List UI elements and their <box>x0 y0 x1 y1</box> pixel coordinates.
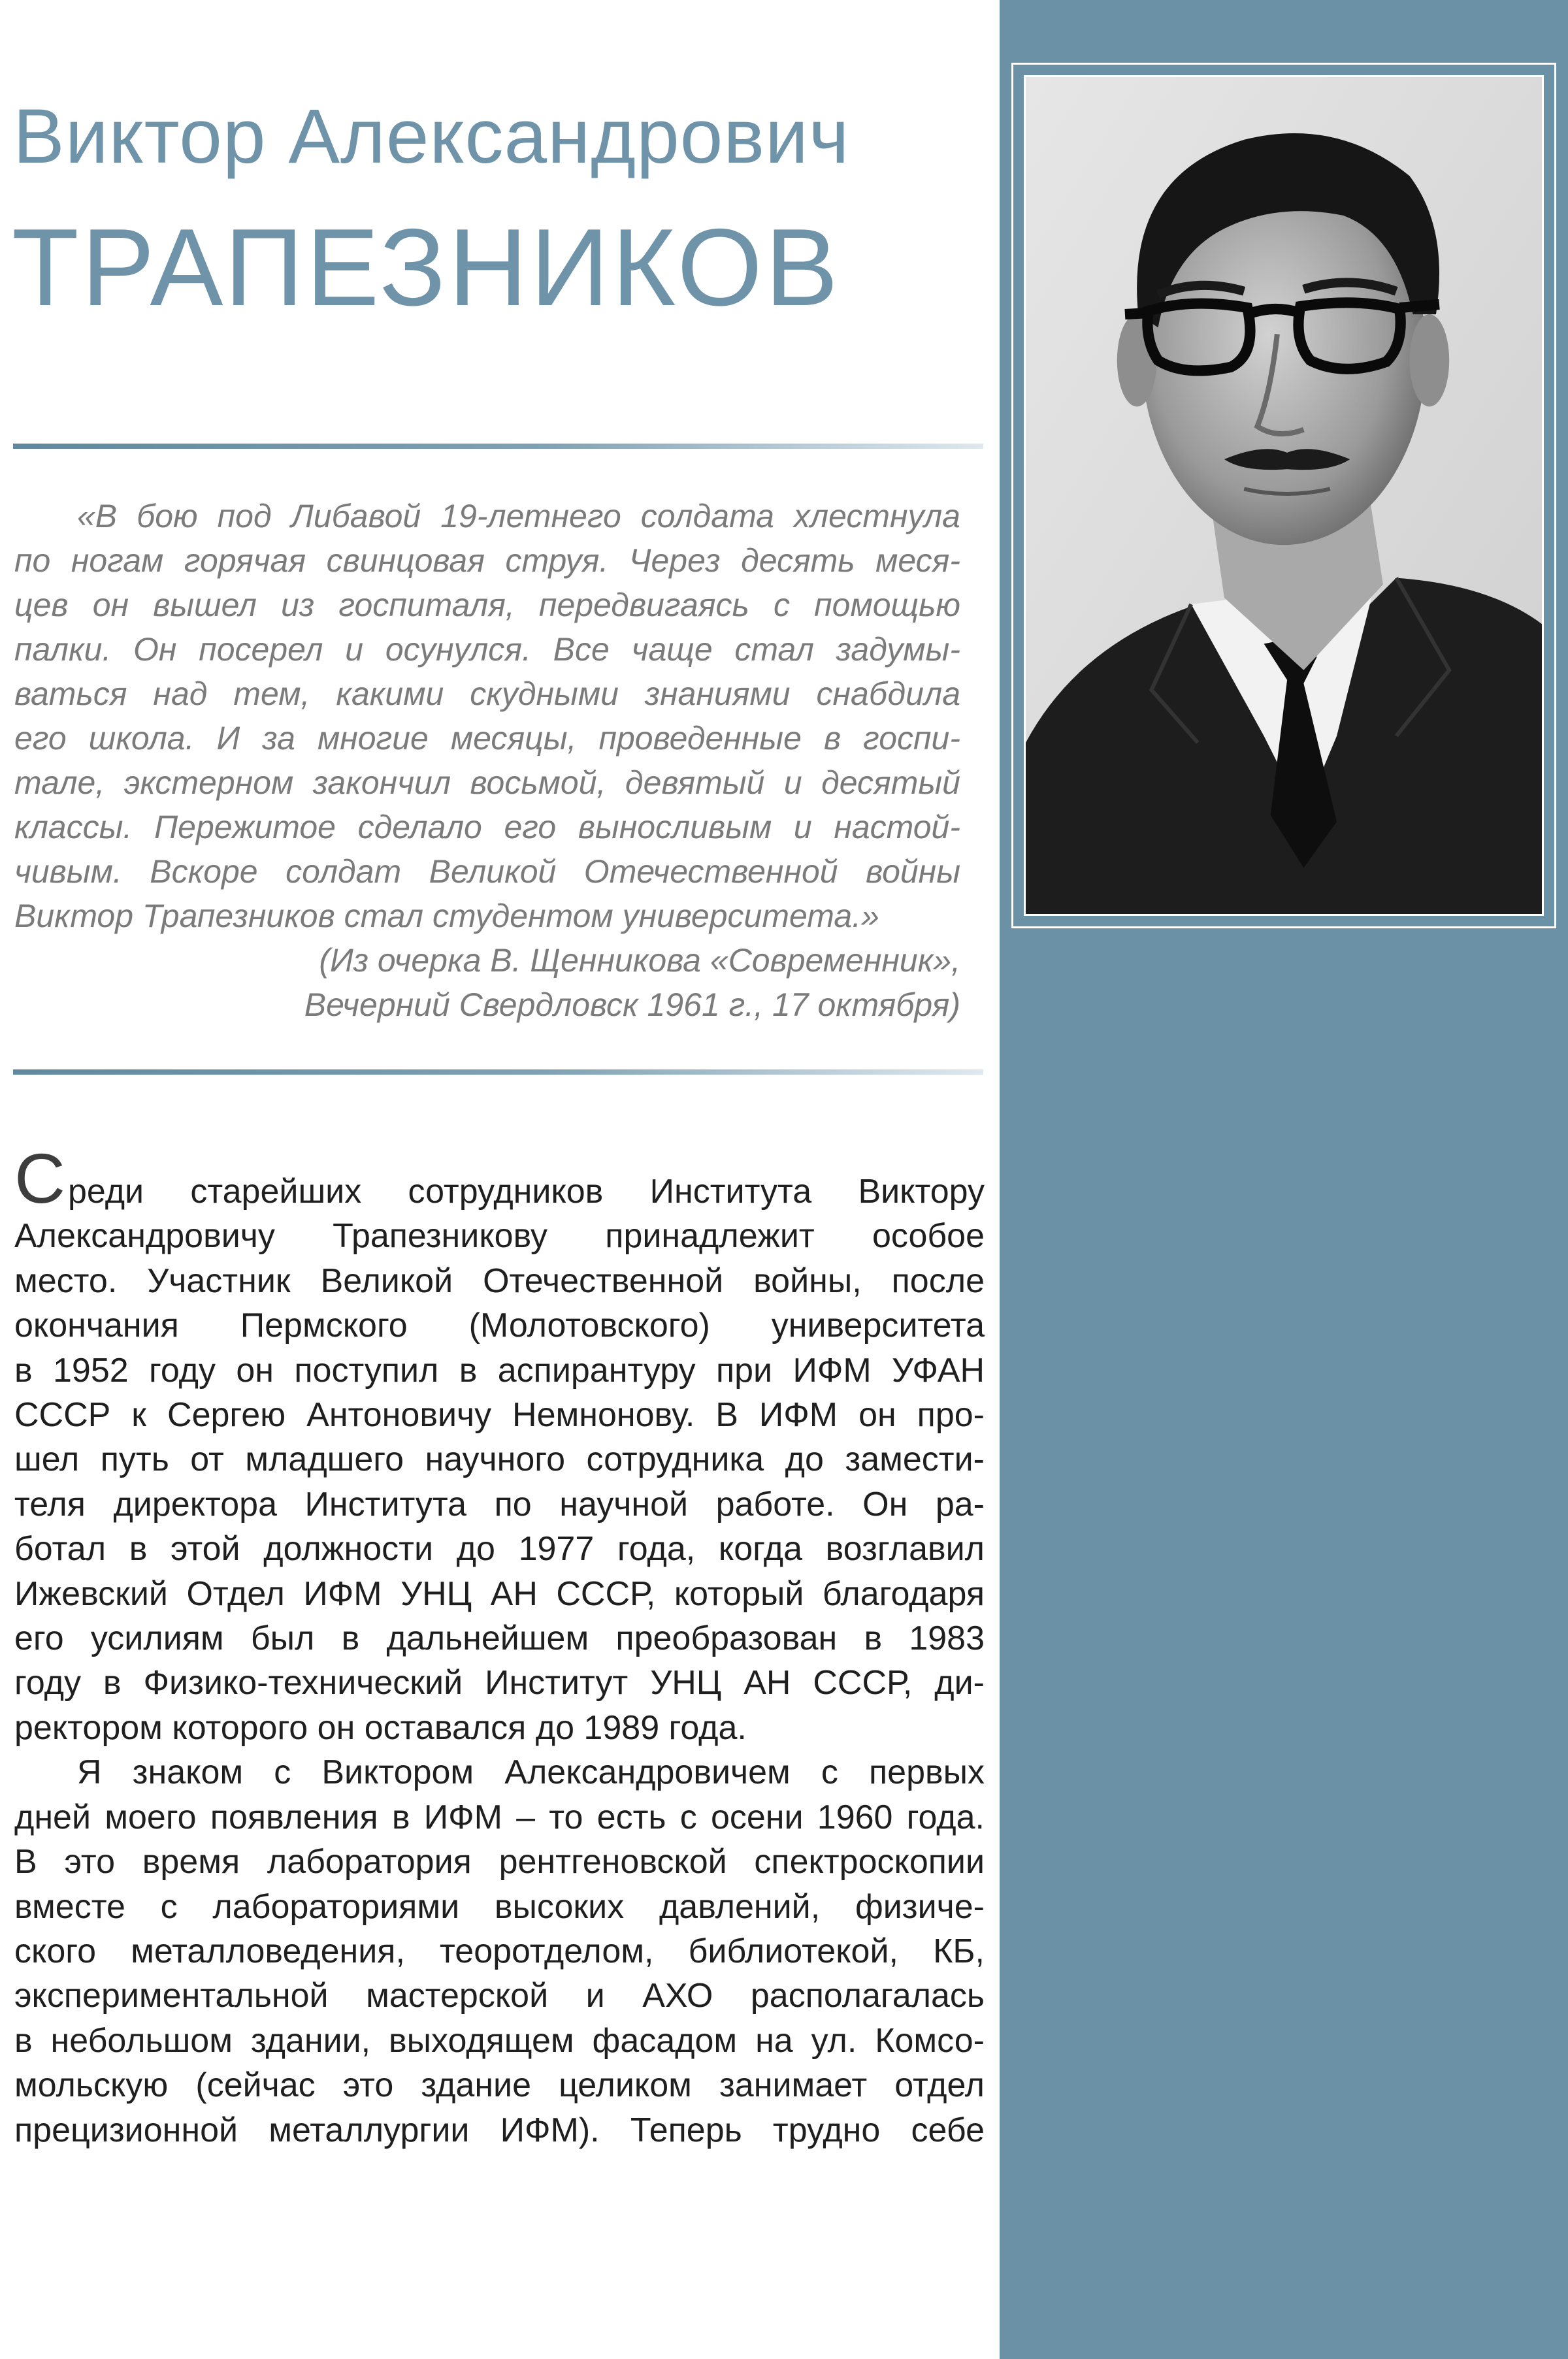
epigraph-line: палки. Он посерел и осунулся. Все чаще стал задумы- <box>14 631 960 668</box>
epigraph-line: «В бою под Либавой 19-летнего солдата хлестнула <box>77 498 960 534</box>
article-line: место. Участник Великой Отечественной войны, после <box>14 1261 985 1300</box>
article-line: шел путь от младшего научного сотрудника до замести- <box>14 1440 985 1479</box>
epigraph-line: ваться над тем, какими скудными знаниями снабдила <box>14 675 960 712</box>
article-line: мольскую (сейчас это здание целиком занимает отдел <box>14 2066 985 2105</box>
article-line: году в Физико-технический Институт УНЦ АН СССР, ди- <box>14 1664 985 1702</box>
article-line: экспериментальной мастерской и АХО располагалась <box>14 1977 985 2015</box>
article-line: Александровичу Трапезникову принадлежит особое <box>14 1217 985 1256</box>
article-line: ботал в этой должности до 1977 года, когда возглавил <box>14 1530 985 1569</box>
epigraph-quote <box>14 494 960 1027</box>
article-line: ректором которого он оставался до 1989 года. <box>14 1708 747 1747</box>
epigraph-line: тале, экстерном закончил восьмой, девятый и десятый <box>14 764 960 801</box>
epigraph-source: Вечерний Свердловск 1961 г., 17 октября) <box>304 986 960 1023</box>
article-line: его усилиям был в дальнейшем преобразован в 1983 <box>14 1619 985 1658</box>
article-line: СССР к Сергею Антоновичу Немнонову. В ИФМ он про- <box>14 1396 985 1435</box>
person-surname: ТРАПЕЗНИКОВ <box>12 206 841 329</box>
article-line: Среди старейших сотрудников Института Виктору <box>14 1139 985 1218</box>
portrait-photo-icon <box>1024 75 1544 916</box>
epigraph-line: классы. Пережитое сделало его выносливым и настой- <box>14 809 960 845</box>
article-line: в небольшом здании, выходящем фасадом на ул. Комсо- <box>14 2021 985 2060</box>
article-line: Ижевский Отдел ИФМ УНЦ АН СССР, который благодаря <box>14 1574 985 1613</box>
person-first-names: Виктор Александрович <box>13 93 850 180</box>
article-line: окончания Пермского (Молотовского) университета <box>14 1307 985 1345</box>
epigraph-line: цев он вышел из госпиталя, передвигаясь с помощью <box>14 587 960 623</box>
epigraph-line: его школа. И за многие месяцы, проведенные в госпи- <box>14 720 960 757</box>
epigraph-line: по ногам горячая свинцовая струя. Через десять меся- <box>14 542 960 579</box>
divider-bottom <box>13 1069 983 1075</box>
article-body <box>14 1139 985 2153</box>
epigraph-source: (Из очерка В. Щенникова «Современник», <box>319 942 960 979</box>
portrait-frame <box>1011 63 1556 928</box>
drop-cap: С <box>14 1139 65 1218</box>
article-line: Я знаком с Виктором Александровичем с первых <box>77 1753 985 1792</box>
article-line: дней моего появления в ИФМ – то есть с осени 1960 года. <box>14 1798 985 1836</box>
article-line: В это время лаборатория рентгеновской спектроскопии <box>14 1843 985 1881</box>
article-line: теля директора Института по научной работе. Он ра- <box>14 1485 985 1523</box>
article-line: ского металловедения, теоротделом, библиотекой, КБ, <box>14 1932 985 1970</box>
article-line: вместе с лабораториями высоких давлений, физиче- <box>14 1887 985 1926</box>
epigraph-line: чивым. Вскоре солдат Великой Отечественной войны <box>14 853 960 890</box>
epigraph-line: Виктор Трапезников стал студентом университета.» <box>14 898 879 934</box>
article-line: в 1952 году он поступил в аспирантуру при ИФМ УФАН <box>14 1351 985 1390</box>
divider-top <box>13 444 983 449</box>
article-line: прецизионной металлургии ИФМ). Теперь трудно себе <box>14 2111 985 2149</box>
